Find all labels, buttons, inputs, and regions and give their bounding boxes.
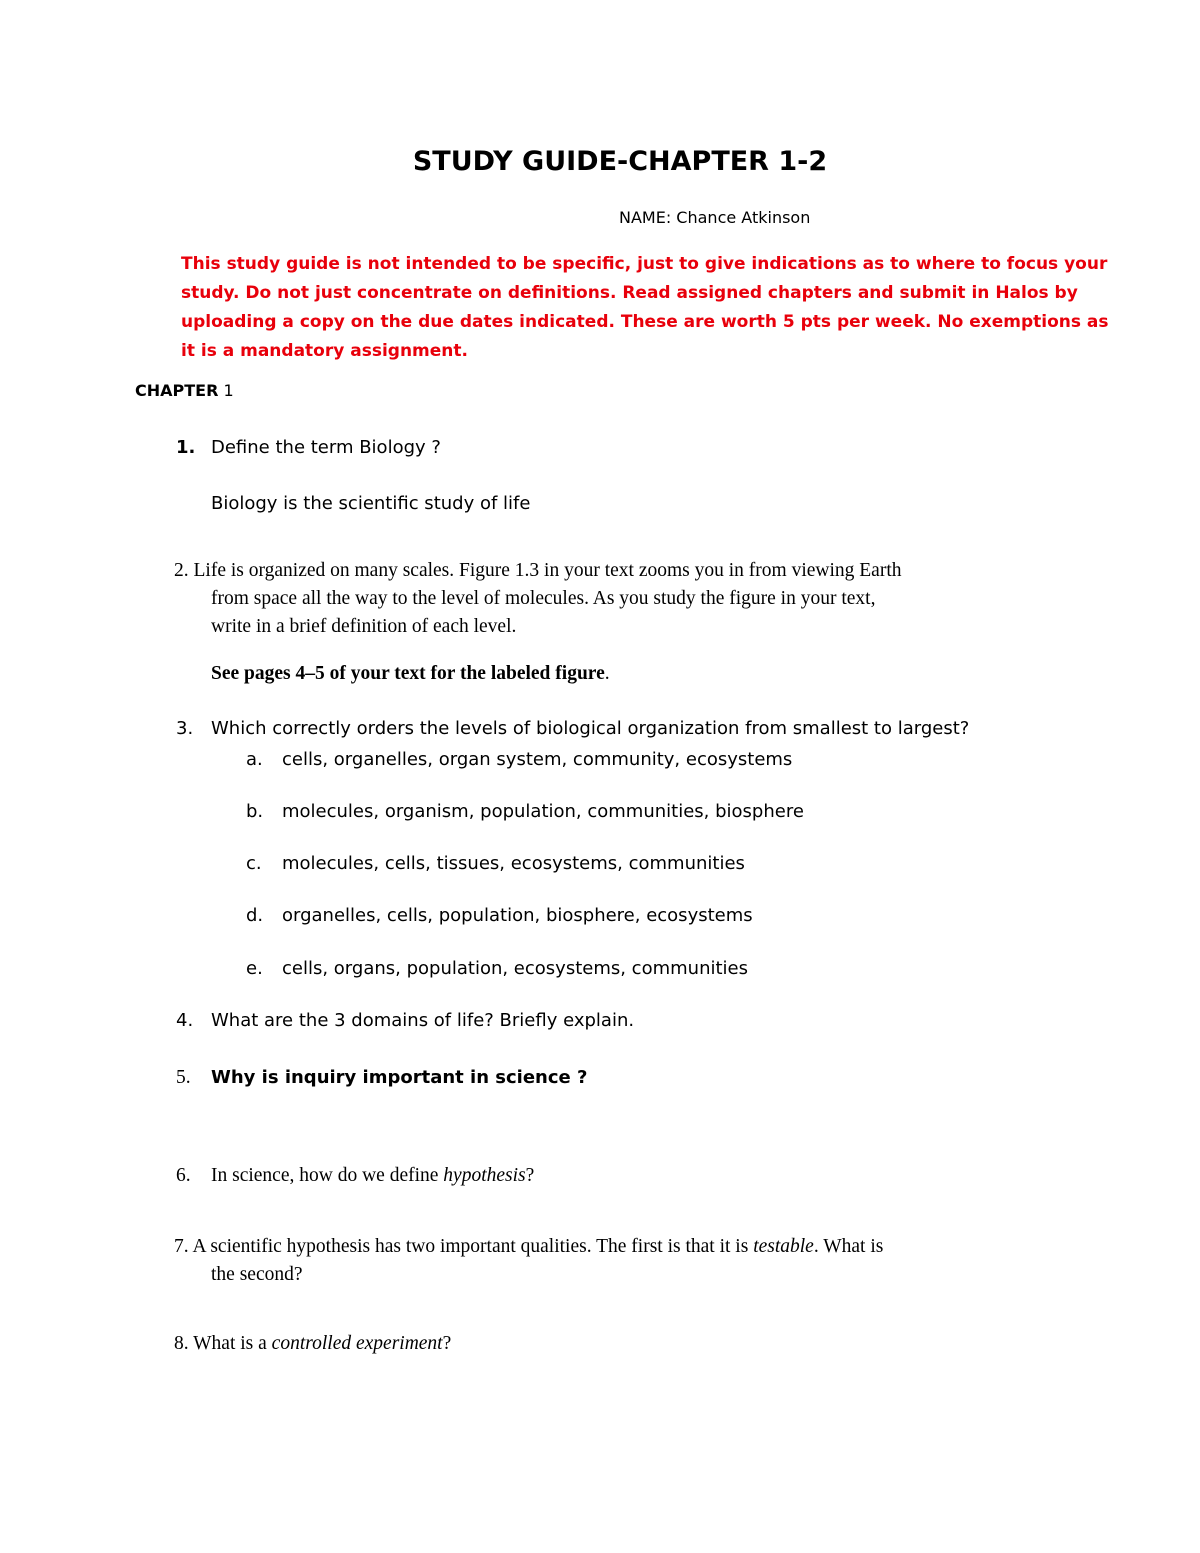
page-title: STUDY GUIDE-CHAPTER 1-2: [412, 146, 828, 177]
q7-text-post: . What is: [813, 1236, 884, 1257]
notice-block: [181, 250, 1109, 366]
option-c-letter: c.: [246, 853, 262, 874]
chapter-label: CHAPTER: [135, 381, 219, 400]
q8-line: [174, 1333, 451, 1355]
q7-number: 7.: [174, 1236, 189, 1257]
q3-number: 3.: [176, 718, 194, 739]
q7-line-1: [174, 1236, 883, 1258]
q2-answer: [211, 663, 610, 685]
q2-line-3: write in a brief definition of each level.: [211, 616, 517, 637]
q1-text: Define the term Biology ?: [211, 437, 441, 458]
q8-term: controlled experiment: [271, 1333, 443, 1354]
option-d-letter: d.: [246, 905, 264, 926]
option-b-text: molecules, organism, population, communities, biosphere: [282, 801, 804, 822]
q8-text-post: ?: [442, 1333, 452, 1354]
q7-text-pre: A scientific hypothesis has two important qualities. The first is that it is: [192, 1236, 754, 1257]
q8-number: 8.: [174, 1333, 189, 1354]
notice-line: uploading a copy on the due dates indicated. These are worth 5 pts per week. No exemptions as: [181, 312, 1109, 332]
q4-number: 4.: [176, 1010, 194, 1031]
q6-text-post: ?: [525, 1165, 535, 1186]
q7-term: testable: [753, 1236, 814, 1257]
notice-line: This study guide is not intended to be specific, just to give indications as to where to focus your: [181, 254, 1108, 274]
q8-text-pre: What is a: [193, 1333, 272, 1354]
chapter-number: 1: [223, 381, 234, 400]
notice-line: study. Do not just concentrate on definitions. Read assigned chapters and submit in Halos by: [181, 283, 1078, 303]
q1-answer: Biology is the scientific study of life: [211, 493, 531, 514]
q6-number: 6.: [176, 1165, 191, 1186]
q2-answer-text: See pages 4–5 of your text for the labeled figure: [211, 663, 605, 684]
q1-number: 1.: [176, 437, 196, 458]
q5-number: 5.: [176, 1067, 191, 1088]
q2-line-2: from space all the way to the level of molecules. As you study the figure in your text,: [211, 588, 876, 609]
q6-term: hypothesis: [443, 1165, 526, 1186]
q2-number: 2.: [174, 560, 189, 581]
option-b-letter: b.: [246, 801, 264, 822]
q2-answer-end: .: [604, 663, 610, 684]
option-a-text: cells, organelles, organ system, community, ecosystems: [282, 749, 793, 770]
q7-line-2: the second?: [211, 1264, 303, 1285]
q4-text: What are the 3 domains of life? Briefly explain.: [211, 1010, 635, 1031]
notice-line: it is a mandatory assignment.: [181, 341, 468, 361]
option-a-letter: a.: [246, 749, 263, 770]
q5-text: Why is inquiry important in science ?: [211, 1067, 588, 1088]
q2-text-1: Life is organized on many scales. Figure 1.3 in your text zooms you in from viewing Earth: [193, 560, 902, 581]
option-c-text: molecules, cells, tissues, ecosystems, communities: [282, 853, 745, 874]
q6-text-pre: In science, how do we define: [211, 1165, 444, 1186]
option-d-text: organelles, cells, population, biosphere, ecosystems: [282, 905, 753, 926]
student-name: NAME: Chance Atkinson: [619, 208, 811, 227]
q3-text: Which correctly orders the levels of biological organization from smallest to largest?: [211, 718, 970, 739]
chapter-heading: [135, 381, 234, 400]
option-e-text: cells, organs, population, ecosystems, communities: [282, 958, 748, 979]
q2-line-1: [174, 560, 902, 582]
option-e-letter: e.: [246, 958, 263, 979]
q6-text: [211, 1165, 534, 1187]
